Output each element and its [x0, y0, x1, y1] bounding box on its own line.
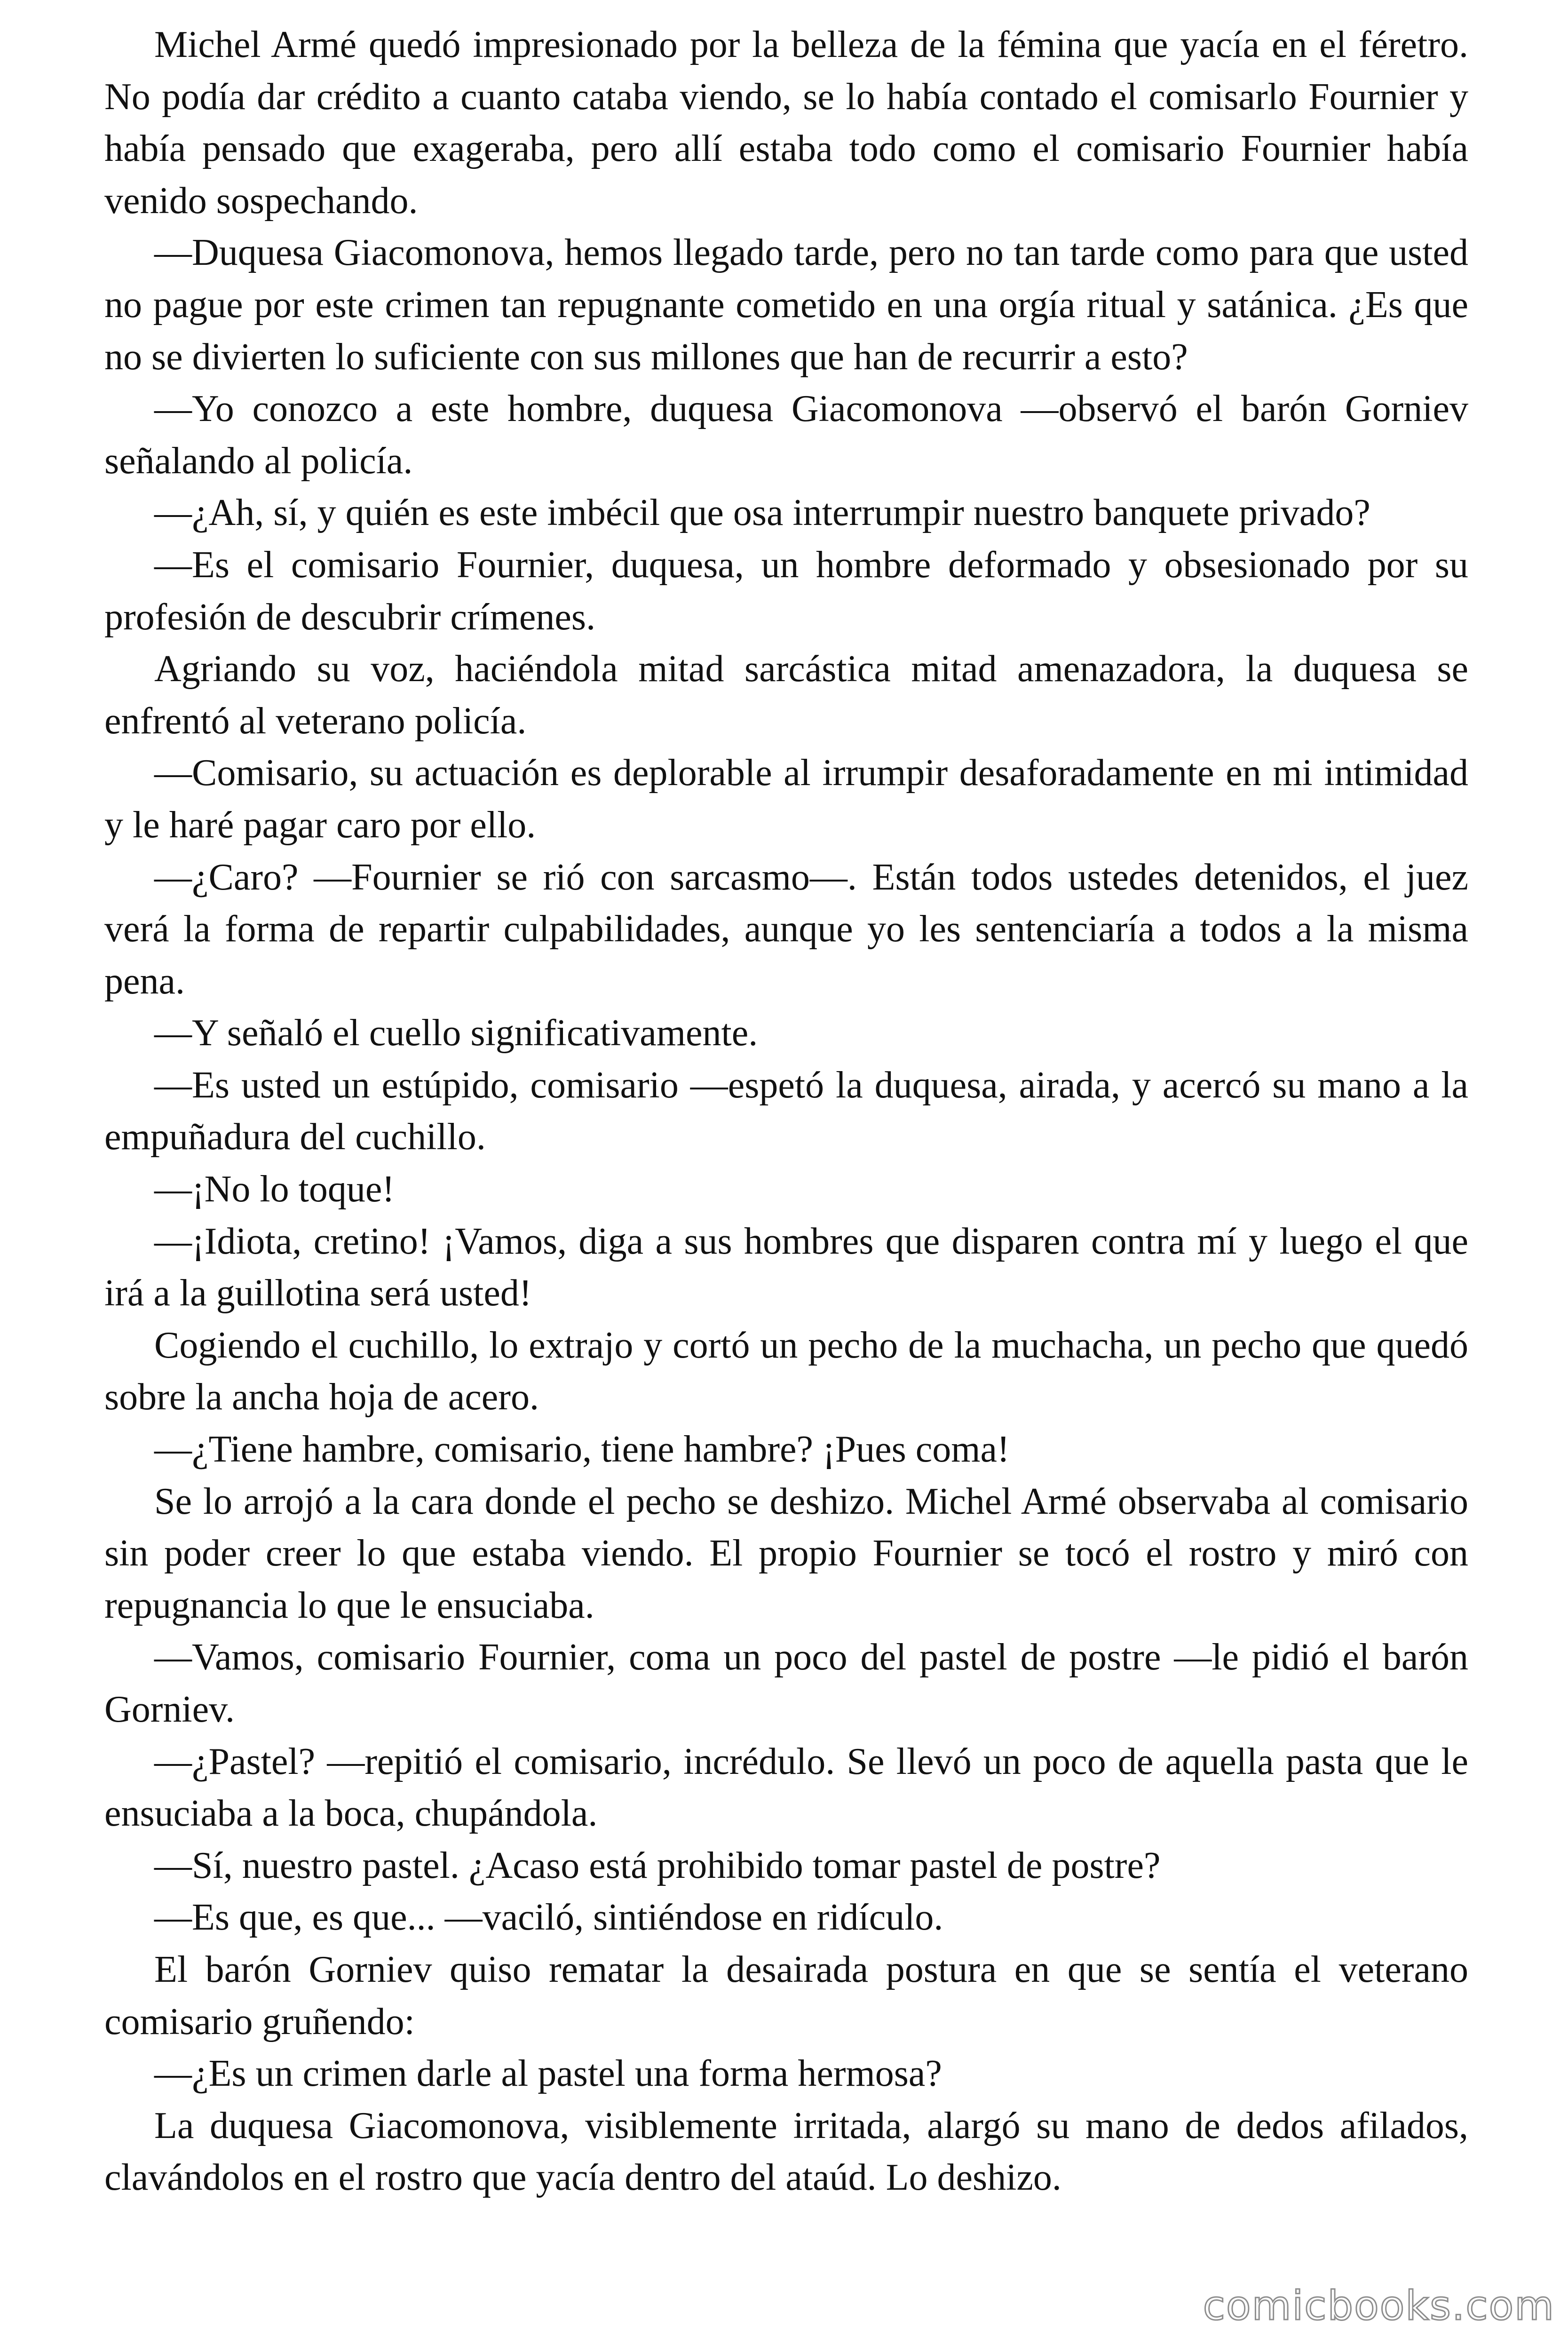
paragraph: La duquesa Giacomonova, visiblemente irritada, alargó su mano de dedos afilados, clavándolos en el rostro que yacía dentro del ataúd. Lo deshizo.	[104, 2105, 1468, 2199]
paragraph: Agriando su voz, haciéndola mitad sarcástica mitad amenazadora, la duquesa se enfrentó al veterano policía.	[104, 648, 1468, 742]
paragraph: —¡Idiota, cretino! ¡Vamos, diga a sus hombres que disparen contra mí y luego el que irá a la guillotina será usted!	[104, 1220, 1468, 1314]
paragraph: El barón Gorniev quiso rematar la desairada postura en que se sentía el veterano comisario gruñendo:	[104, 1948, 1468, 2042]
paragraph: —Sí, nuestro pastel. ¿Acaso está prohibido tomar pastel de postre?	[154, 1844, 1161, 1886]
paragraph: —¿Pastel? —repitió el comisario, incrédulo. Se llevó un poco de aquella pasta que le ensuciaba a la boca, chupándola.	[104, 1740, 1468, 1835]
paragraph: —Vamos, comisario Fournier, coma un poco del pastel de postre —le pidió el barón Gorniev.	[104, 1637, 1468, 1730]
paragraph: —Comisario, su actuación es deplorable al irrumpir desaforadamente en mi intimidad y le haré pagar caro por ello.	[104, 752, 1468, 846]
paragraph: Michel Armé quedó impresionado por la belleza de la fémina que yacía en el féretro. No podía dar crédito a cuanto cataba viendo, se lo había contado el comisarlo Fournier y había pensado que exageraba, pero allí estaba todo como el comisario Fournier había venido sospechando.	[104, 24, 1468, 222]
paragraph: —¿Es un crimen darle al pastel una forma hermosa?	[154, 2053, 942, 2095]
watermark: comicbooks.com	[1203, 2282, 1555, 2329]
paragraph: —Es el comisario Fournier, duquesa, un hombre deformado y obsesionado por su profesión de descubrir crímenes.	[104, 544, 1468, 638]
paragraph: —Es que, es que... —vaciló, sintiéndose en ridículo.	[154, 1897, 943, 1939]
paragraph: —Yo conozco a este hombre, duquesa Giacomonova —observó el barón Gorniev señalando al policía.	[104, 388, 1468, 482]
paragraph: —¡No lo toque!	[154, 1168, 395, 1210]
paragraph: —Es usted un estúpido, comisario —espetó la duquesa, airada, y acercó su mano a la empuñadura del cuchillo.	[104, 1064, 1468, 1158]
paragraph: —¿Tiene hambre, comisario, tiene hambre? ¡Pues coma!	[154, 1429, 1010, 1470]
paragraph: —¿Caro? —Fournier se rió con sarcasmo—. Están todos ustedes detenidos, el juez verá la forma de repartir culpabilidades, aunque yo les sentenciaría a todos a la misma pena.	[104, 856, 1468, 1002]
paragraph: Cogiendo el cuchillo, lo extrajo y cortó un pecho de la muchacha, un pecho que quedó sobre la ancha hoja de acero.	[104, 1324, 1468, 1418]
paragraph: —Duquesa Giacomonova, hemos llegado tarde, pero no tan tarde como para que usted no pague por este crimen tan repugnante cometido en una orgía ritual y satánica. ¿Es que no se divierten lo suficiente con sus millones que han de recurrir a esto?	[104, 232, 1468, 378]
paragraph: Se lo arrojó a la cara donde el pecho se deshizo. Michel Armé observaba al comisario sin poder creer lo que estaba viendo. El propio Fournier se tocó el rostro y miró con repugnancia lo que le ensuciaba.	[104, 1480, 1468, 1626]
paragraph: —Y señaló el cuello significativamente.	[154, 1012, 758, 1054]
document-body	[104, 19, 1468, 2204]
paragraph: —¿Ah, sí, y quién es este imbécil que osa interrumpir nuestro banquete privado?	[154, 492, 1370, 534]
